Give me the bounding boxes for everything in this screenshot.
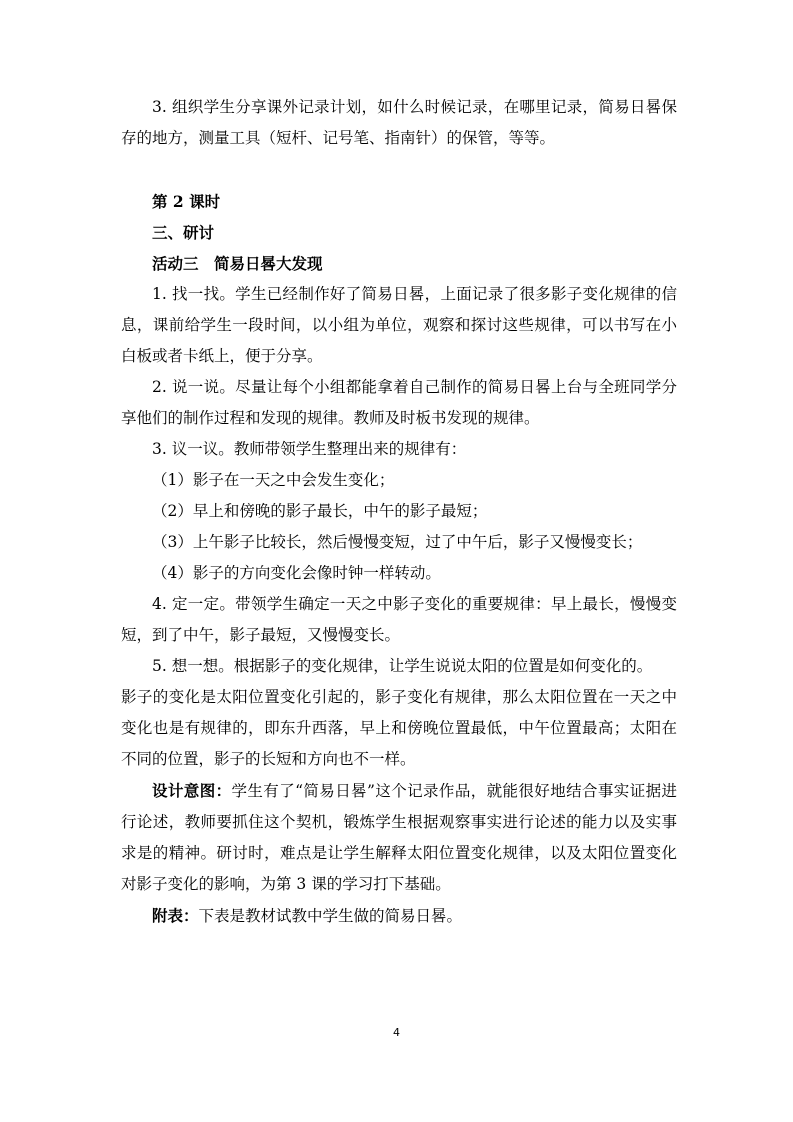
lesson-heading: 第 2 课时 — [152, 192, 221, 211]
activity-heading: 活动三 简易日晷大发现 — [152, 254, 323, 273]
rule-item: （4）影子的方向变化会像时钟一样转动。 — [152, 564, 441, 582]
paragraph-organize-plan: 3. 组织学生分享课外记录计划，如什么时候记录，在哪里记录，简易日晷保存的地方，测量工具（短杆、记号笔、指南针）的保管，等等。 — [121, 98, 677, 147]
spacer — [121, 154, 677, 186]
item-discuss: 3. 议一议。教师带领学生整理出来的规律有： — [152, 440, 467, 458]
document-body — [121, 92, 677, 932]
page-number: 4 — [393, 1026, 400, 1039]
item-think: 5. 想一想。根据影子的变化规律，让学生说说太阳的位置是如何变化的。 — [152, 657, 653, 675]
item-find: 1. 找一找。学生已经制作好了简易日晷，上面记录了很多影子变化规律的信息，课前给学生一段时间，以小组为单位，观察和探讨这些规律，可以书写在小白板或者卡纸上，便于分享。 — [121, 285, 677, 365]
appendix-text: 下表是教材试教中学生做的简易日晷。 — [198, 907, 463, 925]
design-intent-text: 学生有了“简易日晷”这个记录作品，就能很好地结合事实证据进行论述，教师要抓住这个契机，锻炼学生根据观察事实进行论述的能力以及实事求是的精神。研讨时，难点是让学生解释太阳位置变化规律，以及太阳位置变化对影子变化的影响，为第 3 课的学习打下基础。 — [121, 782, 677, 893]
appendix-paragraph — [121, 900, 677, 932]
paragraph-explanation: 影子的变化是太阳位置变化引起的，影子变化有规律，那么太阳位置在一天之中变化也是有规律的，即东升西落，早上和傍晚位置最低，中午位置最高；太阳在不同的位置，影子的长短和方向也不一样。 — [121, 688, 677, 768]
rule-item: （1）影子在一天之中会发生变化； — [152, 471, 395, 489]
appendix-label: 附表： — [152, 906, 199, 925]
rule-item: （2）早上和傍晚的影子最长，中午的影子最短； — [152, 502, 488, 520]
design-intent-paragraph — [121, 775, 677, 900]
rule-item: （3）上午影子比较长，然后慢慢变短，过了中午后，影子又慢慢变长； — [152, 533, 643, 551]
item-say: 2. 说一说。尽量让每个小组都能拿着自己制作的简易日晷上台与全班同学分享他们的制作过程和发现的规律。教师及时板书发现的规律。 — [121, 378, 677, 427]
item-determine: 4. 定一定。带领学生确定一天之中影子变化的重要规律：早上最长，慢慢变短，到了中午，影子最短，又慢慢变长。 — [121, 595, 677, 644]
design-intent-label: 设计意图： — [152, 781, 232, 800]
section-heading: 三、研讨 — [152, 223, 215, 242]
